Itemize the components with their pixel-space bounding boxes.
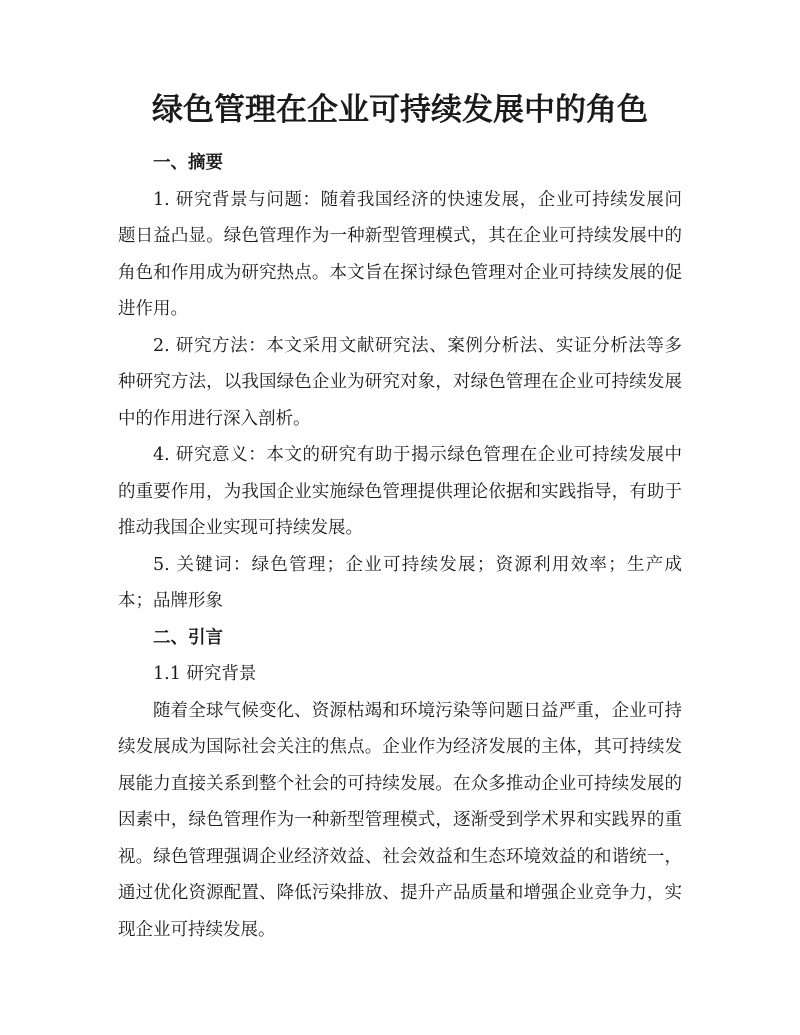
section-heading-abstract: 一、摘要 xyxy=(153,153,223,173)
paragraph-research-methods: 2. 研究方法：本文采用文献研究法、案例分析法、实证分析法等多种研究方法，以我国绿色企业为研究对象，对绿色管理在企业可持续发展中的作用进行深入剖析。 xyxy=(118,335,682,429)
paragraph-keywords: 5. 关键词：绿色管理；企业可持续发展；资源利用效率；生产成本；品牌形象 xyxy=(118,554,682,611)
section-heading-introduction: 二、引言 xyxy=(153,627,223,648)
paragraph-introduction-background: 随着全球气候变化、资源枯竭和环境污染等问题日益严重，企业可持续发展成为国际社会关注的焦点。企业作为经济发展的主体，其可持续发展能力直接关系到整个社会的可持续发展。在众多推动企业可持续发展的因素中，绿色管理作为一种新型管理模式，逐渐受到学术界和实践界的重视。绿色管理强调企业经济效益、社会效益和生态环境效益的和谐统一，通过优化资源配置、降低污染排放、提升产品质量和增强企业竞争力，实现企业可持续发展。 xyxy=(118,700,682,940)
paragraph-research-significance: 4. 研究意义：本文的研究有助于揭示绿色管理在企业可持续发展中的重要作用，为我国企业实施绿色管理提供理论依据和实践指导，有助于推动我国企业实现可持续发展。 xyxy=(118,445,682,538)
document-body xyxy=(118,145,682,948)
paragraph-research-background: 1. 研究背景与问题：随着我国经济的快速发展，企业可持续发展问题日益凸显。绿色管理作为一种新型管理模式，其在企业可持续发展中的角色和作用成为研究热点。本文旨在探讨绿色管理对企业可持续发展的促进作用。 xyxy=(118,189,682,319)
document-title: 绿色管理在企业可持续发展中的角色 xyxy=(152,92,648,128)
subsection-heading-background: 1.1 研究背景 xyxy=(153,664,257,684)
